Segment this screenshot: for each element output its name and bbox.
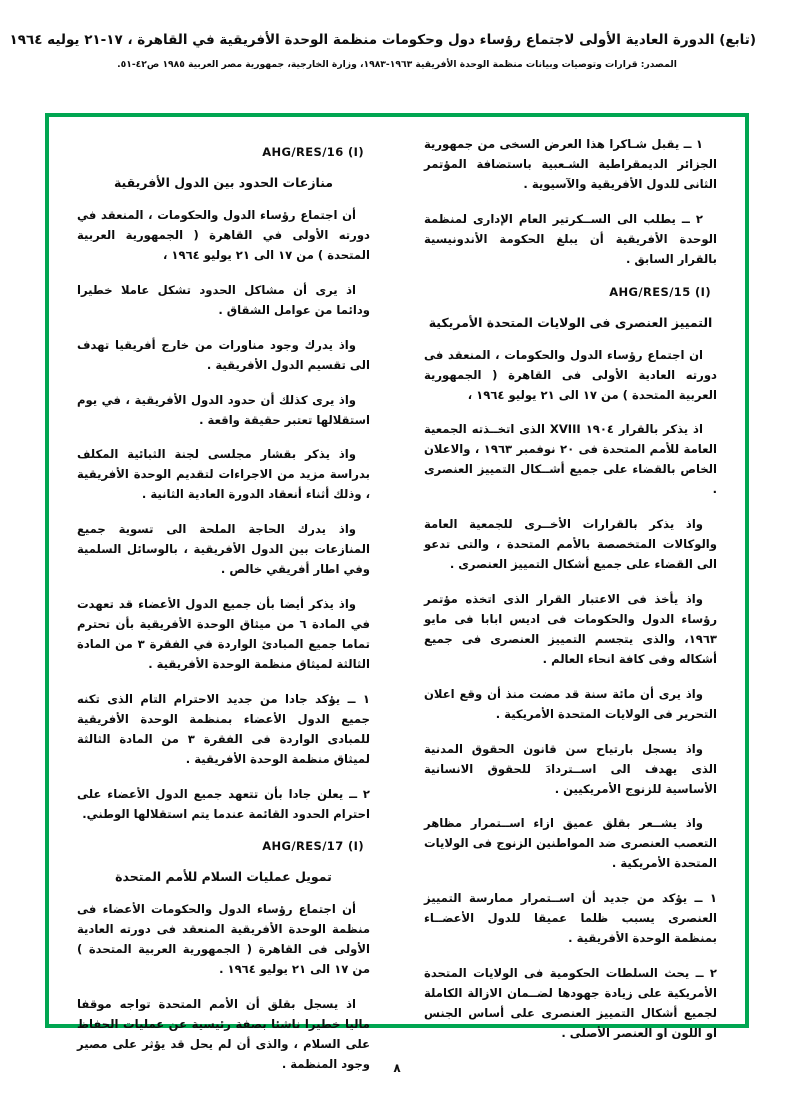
numbered-paragraph: ٢ ــ يحث السلطات الحكومية فى الولايات المتحدة الأمريكية على زيادة جهودها لضــمان الازالة الكاملة لجميع أشكال التمييز العنصرى على أساس الجنس او اللون او العنصر الأصلى .: [424, 966, 717, 1040]
numbered-paragraph: ١ ــ يؤكد من جديد أن اســتمرار ممارسة التمييز العنصرى يسبب ظلما عميقا للدول الأعضــاء بمنظمة الوحدة الأفريقية .: [424, 891, 717, 946]
paragraph: واذ يرى كذلك أن حدود الدول الأفريقية ، في يوم استقلالها تعتبر حقيقة واقعة .: [77, 392, 370, 427]
resolution-title: تمويل عمليات السلام للأمم المتحدة: [115, 869, 332, 885]
paragraph: ان اجتماع رؤساء الدول والحكومات ، المنعقد فى دورته العادية الأولى فى القاهرة ( الجمهورية العربية المتحدة ) من ١٧ الى ٢١ يوليو ١٩٦٤ ،: [424, 347, 717, 402]
two-column-body: [61, 127, 733, 1071]
resolution-title: التمييز العنصرى فى الولايات المتحدة الأمريكية: [428, 314, 713, 330]
paragraph: أن اجتماع رؤساء الدول والحكومات الأعضاء فى منظمة الوحدة الأفريقية المنعقد فى دورته العادية الأولى فى القاهرة ( الجمهورية العربية المتحدة ) من ١٧ الى ٢١ يوليو ١٩٦٤ .: [77, 902, 370, 977]
paragraph: واذ يشــعر بقلق عميق ازاء اســتمرار مظاهر التعصب العنصرى ضد المواطنين الزنوج فى الولايات المتحدة الأمريكية .: [424, 816, 717, 871]
column-left: [61, 127, 386, 1071]
source-note: المصدر: قرارات وتوصيات وبيانات منظمة الوحدة الأفريقية ١٩٦٣-١٩٨٣، وزارة الخارجية، جمهورية مصر العربية ١٩٨٥ ص٤٢-٥١.: [117, 59, 677, 71]
paragraph: واذ يدرك الحاجة الملحة الى تسوية جميع المنازعات بين الدول الأفريقية ، بالوسائل السلمية وفي اطار أفريقي خالص .: [77, 522, 370, 577]
content-frame: [45, 113, 749, 1071]
paragraph: واذ يذكر بقشار مجلسى لجنة الثبائية المكلف بدراسة مزيد من الاجراءات لتقديم الوحدة الأفريقية ، وذلك أثناء أنعقاد الدورة العادية الثانية .: [77, 447, 370, 502]
paragraph: واذ يرى أن مائة سنة قد مضت منذ أن وقع اعلان التحرير فى الولايات المتحدة الأمريكية .: [424, 686, 717, 721]
paragraph: ٢ ــ يطلب الى الســكرتير العام الإدارى لمنظمة الوحدة الأفريقية أن يبلغ الحكومة الأندونيسية بالقرار السابق .: [424, 211, 717, 266]
paragraph: واذ يأخذ فى الاعتبار القرار الذى اتخذه مؤتمر رؤساء الدول والحكومات فى اديس ابابا فى مايو ١٩٦٣، والذى يتجسم التمييز العنصرى فى جميع أشكاله وفى كافة انحاء العالم .: [424, 592, 717, 666]
page-header: [0, 0, 794, 70]
resolution-id: AHG/RES/17 (I): [262, 839, 364, 854]
resolution-title: منازعات الحدود بين الدول الأفريقية: [113, 175, 334, 190]
page-number: ٨: [393, 1061, 401, 1075]
paragraph: اذ يسجل بقلق أن الأمم المتحدة تواجه موقفا ماليا خطيرا ناشئا بصفة رئيسية عن عمليات الحفاظ على السلام ، والذى أن لم يحل قد يؤثر على مصير وجود المنظمة .: [77, 997, 370, 1071]
paragraph: اذ يرى أن مشاكل الحدود تشكل عاملا خطيرا ودائما من عوامل الشقاق .: [77, 282, 370, 317]
paragraph: ١ ــ يقبل شـاكرا هذا العرض السخى من جمهورية الجزائر الديمقراطية الشـعبية باستضافة المؤتمر الثانى للدول الأفريقية والآسيوية .: [424, 137, 717, 191]
paragraph: واذ يذكر بالقرارات الأخــرى للجمعية العامة والوكالات المتخصصة بالأمم المتحدة ، والتى تدعو الى القضاء على جميع أشكال التمييز العنصرى .: [424, 517, 717, 572]
numbered-paragraph: ٢ ــ يعلن جادا بأن تتعهد جميع الدول الأعضاء على احترام الحدود القائمة عندما يتم استقلالها الوطني.: [77, 786, 370, 821]
paragraph: أن اجتماع رؤساء الدول والحكومات ، المنعقد في دورته الأولى في القاهرة ( الجمهورية العربية المتحدة ) من ١٧ الى ٢١ يوليو ١٩٦٤ ،: [77, 208, 370, 262]
paragraph: واذ يسجل بارتياح سن قانون الحقوق المدنية الذى يهدف الى اســتردادَ للحقوق الانسانية الأساسية للزنوج الأمريكيين .: [424, 741, 717, 796]
resolution-id: AHG/RES/16 (I): [262, 145, 364, 159]
resolution-id: AHG/RES/15 (I): [609, 284, 711, 299]
paragraph: واذ يذكر أيضا بأن جميع الدول الأعضاء قد تعهدت في المادة ٦ من ميثاق الوحدة الأفريقية بأن تحترم تماما جميع المبادئ الواردة في الفقرة ٣ من المادة الثالثة لميثاق منظمة الوحدة الأفريقية .: [77, 597, 371, 671]
paragraph: اذ يذكر بالقرار ١٩٠٤ XVIII الذى اتخــذته الجمعية العامة للأمم المتحدة فى ٢٠ نوفمبر ١٩٦٣ ، والاعلان الخاص بالقضاء على جميع أشــكال التمييز العنصرى .: [424, 422, 717, 497]
page-title: (تابع) الدورة العادية الأولى لاجتماع رؤساء دول وحكومات منظمة الوحدة الأفريقية في القاهرة ، ١٧-٢١ يوليه ١٩٦٤: [9, 32, 756, 48]
column-right: [408, 127, 733, 1040]
paragraph: واذ يدرك وجود مناورات من خارج أفريقيا تهدف الى تقسيم الدول الأفريقية .: [77, 337, 370, 372]
numbered-paragraph: ١ ــ يؤكد جادا من جديد الاحترام التام الذى تكنه جميع الدول الأعضاء بمنظمة الوحدة الأفريقية للمبادى الواردة فى الفقرة ٣ من المادة الثالثة لميثاق منظمة الوحدة الأفريقية .: [77, 691, 370, 766]
